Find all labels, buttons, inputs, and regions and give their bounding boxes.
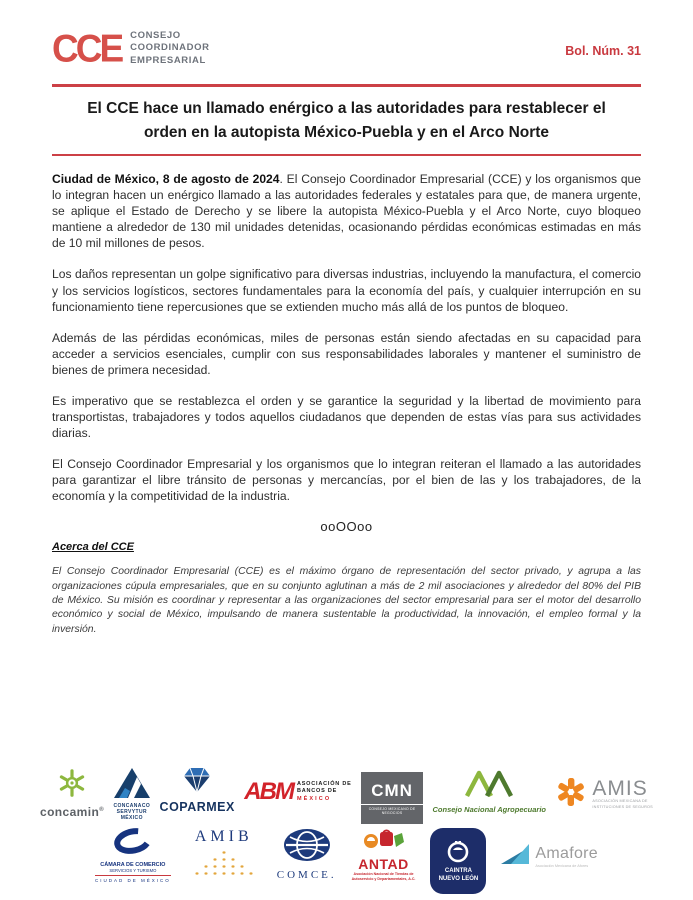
concamin-icon — [57, 768, 87, 803]
coparmex-icon — [184, 768, 210, 797]
cmn-icon — [361, 772, 423, 824]
amis-label: AMIS ASOCIACIÓN MEXICANA DE INSTITUCIONES DE SEGUROS — [592, 777, 653, 809]
cna-label: Consejo Nacional Agropecuario — [432, 805, 546, 814]
antad-subtext-line1: Asociación Nacional de Tiendas de — [353, 872, 414, 876]
abm-label: ASOCIACIÓN DE BANCOS DE MÉXICO — [296, 780, 352, 802]
abm-acronym: ABM — [244, 778, 293, 805]
title-divider — [52, 154, 641, 156]
cce-logo-name-line3: EMPRESARIAL — [130, 54, 206, 66]
amafore-label: Amafore Asociación Mexicana de Afores — [535, 844, 598, 868]
concamin-label: concamin® — [40, 805, 105, 819]
logo-caintra — [430, 828, 486, 894]
caintra-label-line2: NUEVO LEÓN — [438, 875, 479, 882]
logo-row-1 — [40, 768, 653, 824]
logo-concanaco — [113, 768, 150, 821]
comce-label: COMCE. — [276, 869, 337, 881]
cce-logo — [52, 26, 210, 71]
body-text — [52, 171, 641, 504]
cmn-acronym: CMN — [371, 781, 413, 800]
logo-concamin — [40, 768, 104, 819]
caintra-icon — [430, 828, 486, 894]
paragraph-1 — [52, 171, 641, 251]
amis-acronym: AMIS — [592, 777, 648, 801]
registered-mark: ® — [99, 807, 105, 813]
amib-acronym: AMIB — [194, 828, 253, 845]
comce-globe-icon — [283, 828, 331, 867]
camara-label-line2: SERVICIOS Y TURISMO — [109, 868, 157, 873]
logo-cna — [433, 768, 547, 814]
logo-row-2 — [40, 828, 653, 894]
member-logos — [40, 768, 653, 894]
paragraph-3: Además de las pérdidas económicas, miles de personas están siendo afectadas en su capacidad para acceder a servicios esenciales, cumplir con sus responsabilidades laborales y mantener el suministro de bienes de primera necesidad. — [52, 330, 641, 377]
header — [52, 26, 641, 71]
cce-logo-name-line1: CONSEJO — [130, 30, 181, 41]
about-heading: Acerca del CCE — [52, 541, 134, 554]
camara-comercio-icon — [113, 828, 153, 859]
cmn-subtext: CONSEJO MEXICANO DE NEGOCIOS — [361, 804, 423, 815]
logo-comce — [277, 828, 337, 881]
logo-coparmex — [160, 768, 235, 814]
header-divider — [52, 84, 641, 87]
amib-dots-icon — [186, 849, 262, 879]
end-separator: ooOOoo — [320, 519, 373, 535]
camara-label-line3: CIUDAD DE MÉXICO — [95, 875, 171, 883]
paragraph-4: Es imperativo que se restablezca el orden y se garantice la seguridad y la libertad de movimiento para transportistas, trabajadores y todos aquellos ciudadanos que dependen de estas vías para sus actividades diarias. — [52, 393, 641, 441]
logo-abm — [244, 778, 351, 806]
paragraph-2: Los daños representan un golpe significativo para diversas industrias, incluyendo la manufactura, el comercio y los servicios logísticos, sectores fundamentales para la economía del país, y cualquier interrupción en su funcionamiento tiene repercusiones que se extienden mucho más allá de los puntos de bloqueo. — [52, 267, 641, 314]
cce-logo-name-line2: COORDINADOR — [130, 42, 210, 54]
logo-antad — [352, 828, 416, 883]
paragraph-5: El Consejo Coordinador Empresarial y los organismos que lo integran reiteran el llamado a las autoridades para garantizar el libre tránsito de personas y mercancías, por el bien de las y los trabajadores, de la economía y la competitividad de la industria. — [52, 457, 641, 504]
camara-label-line1: CÁMARA DE COMERCIO — [100, 862, 166, 868]
antad-subtext-line2: Autoservicio y Departamentales, A.C. — [351, 877, 416, 882]
coparmex-label: COPARMEX — [159, 800, 235, 814]
cce-logo-name — [130, 30, 209, 67]
logo-cmn — [361, 768, 423, 824]
logo-amis — [555, 776, 653, 813]
cce-logo-acronym: CCE — [52, 26, 122, 71]
logo-amib — [186, 828, 262, 879]
concanaco-icon — [114, 768, 150, 803]
logo-camara-comercio — [95, 828, 171, 883]
about-text: El Consejo Coordinador Empresarial (CCE) es el máximo órgano de representación del sector privado, y agrupa a las organizaciones cúpula empresariales, que en su conjunto aglutinan a más de 2 mil asociaciones y alrededor del 80% del PIB de México. Su misión es coordinar y representar a las organizaciones del sector empresarial para ser el motor del desarrollo económico y social de México, impulsando de manera sustentable la productividad, la innovación, el empleo formal y la inversión. — [52, 566, 641, 635]
antad-acronym: ANTAD — [358, 856, 409, 872]
dateline: Ciudad de México, 8 de agosto de 2024 — [52, 172, 280, 187]
amis-icon — [555, 776, 587, 813]
page-title: El CCE hace un llamado enérgico a las autoridades para restablecer el orden en la autopista México-Puebla y en el Arco Norte — [87, 100, 606, 142]
bulletin-number: Bol. Núm. 31 — [565, 44, 641, 58]
logo-amafore — [501, 844, 598, 869]
cna-icon — [463, 768, 515, 803]
antad-icon — [363, 828, 405, 855]
paragraph-1-text: . El Consejo Coordinador Empresarial (CCE) y los organismos que lo integran hacen un enérgico llamado a las autoridades federales y estatales para que, de manera urgente, se aplique el Estado de Derecho y se libere la autopista México-Puebla y el Arco Norte, cuyo bloqueo mantiene a alrededor de 130 mil unidades detenidas, ocasionando pérdidas económicas estimadas en más de 10 mil millones de pesos. — [52, 172, 641, 251]
concanaco-label: CONCANACO SERVYTUR MÉXICO — [113, 803, 151, 821]
caintra-label-line1: CAINTRA — [444, 868, 472, 875]
amafore-icon — [501, 844, 529, 869]
